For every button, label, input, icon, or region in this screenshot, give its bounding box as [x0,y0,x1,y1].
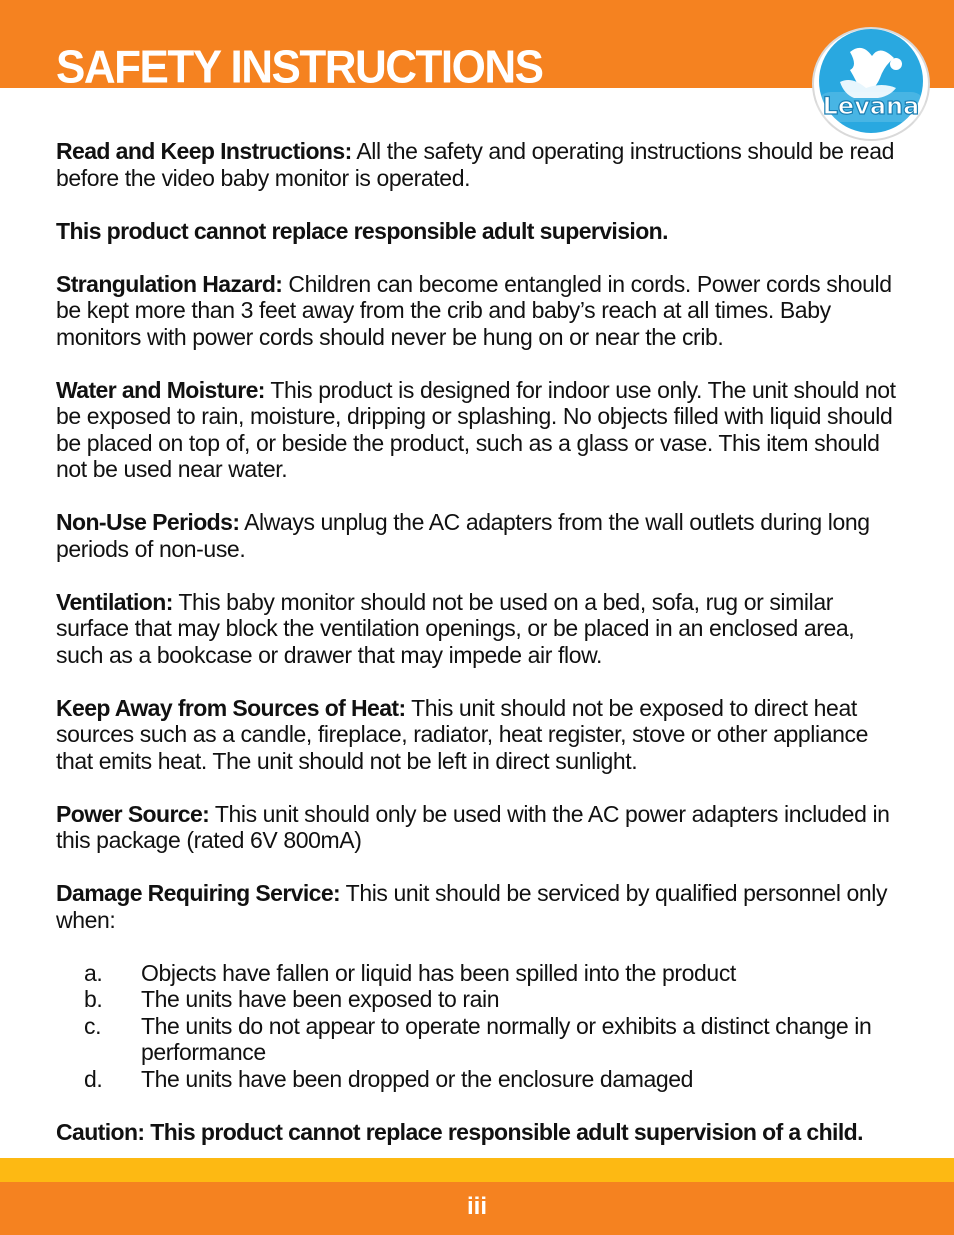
section-heading: Damage Requiring Service: [56,880,341,906]
section-text: This product is designed for indoor use only. The unit should not be exposed to rain, moisture, dripping or splashing. No objects filled with liquid should be placed on top of, or beside the product, such as a glass or vase. This item should not be used near water. [56,376,896,482]
section-heading: Ventilation: [56,588,173,615]
list-marker: d. [84,1065,103,1092]
section-heading: Non-Use Periods: [56,509,240,535]
section-heading: This product cannot replace responsible adult supervision. [56,217,668,244]
list-item-text: The units do not appear to operate normally or exhibits a distinct change in performance [141,1012,872,1065]
section-heat [56,695,904,775]
list-item-text: Objects have fallen or liquid has been spilled into the product [141,959,736,986]
list-item [56,986,904,1013]
section-strangulation [56,271,904,351]
safety-content [56,138,904,1172]
section-heading: Strangulation Hazard: [56,270,283,297]
section-heading: Power Source: [56,800,210,827]
list-item [56,1013,904,1066]
service-list [56,960,904,1093]
page-number: iii [466,1193,487,1220]
section-text: This unit should only be used with the AC power adapters included in this package (rated 6V 800mA) [56,800,890,853]
list-marker: a. [84,959,103,986]
section-supervision [56,218,904,245]
svg-text:Levana: Levana [822,92,920,120]
section-text: This unit should be serviced by qualified personnel only when: [56,880,888,933]
list-item [56,960,904,987]
section-non-use [56,509,904,562]
list-marker: b. [84,986,103,1012]
page-title: SAFETY INSTRUCTIONS [56,41,543,94]
list-item-text: The units have been dropped or the enclosure damaged [141,1065,694,1092]
list-item [56,1066,904,1093]
section-text: Children can become entangled in cords. Power cords should be kept more than 3 feet away from the crib and baby’s reach at all times. Baby monitors with power cords should never be hung on or near the crib. [56,270,892,350]
section-heading: Water and Moisture: [56,376,265,403]
section-heading: Read and Keep Instructions: [56,138,352,164]
section-damage-service [56,880,904,933]
section-water [56,377,904,483]
caution-text: Caution: This product cannot replace responsible adult supervision of a child. [56,1118,863,1145]
caution-note [56,1119,904,1146]
section-power-source [56,801,904,854]
section-text: This unit should not be exposed to direct heat sources such as a candle, fireplace, radiator, heat register, stove or other appliance that emits heat. The unit should not be left in direct sunlight. [56,694,868,774]
list-item-text: The units have been exposed to rain [141,986,500,1012]
footer-stripe [0,1158,954,1182]
section-text: All the safety and operating instructions should be read before the video baby monitor is operated. [56,138,894,191]
section-heading: Keep Away from Sources of Heat: [56,694,406,721]
levana-logo [810,22,932,142]
section-text: Always unplug the AC adapters from the wall outlets during long periods of non-use. [56,509,870,562]
section-text: This baby monitor should not be used on a bed, sofa, rug or similar surface that may block the ventilation openings, or be placed in an enclosed area, such as a bookcase or drawer that may impede air flow. [56,588,855,668]
section-read-keep [56,138,904,191]
section-ventilation [56,589,904,669]
list-marker: c. [84,1012,102,1039]
